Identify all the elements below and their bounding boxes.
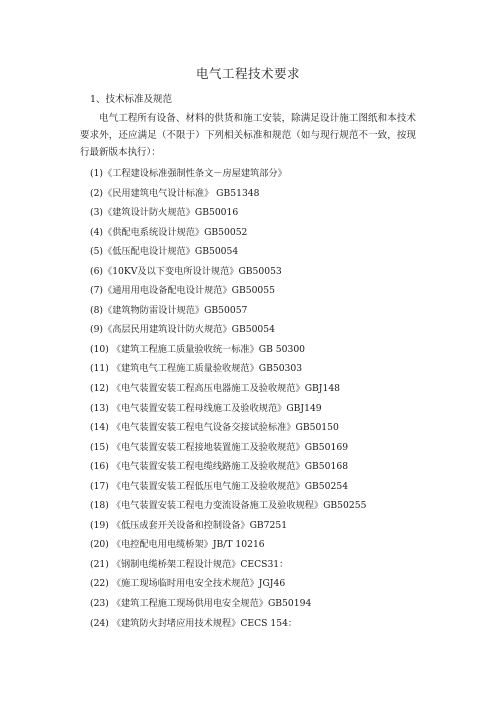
standard-item: (6)《10KV及以下变电所设计规范》GB50053 — [90, 265, 282, 277]
document-body — [80, 90, 416, 633]
standard-item: (11) 《建筑电气工程施工质量验收规范》GB50303 — [90, 363, 303, 375]
standard-item: (17) 《电气装置安装工程低压电气施工及验收规范》GB50254 — [90, 480, 349, 492]
standard-item: (24) 《建筑防火封堵应用技术规程》CECS 154： — [90, 617, 298, 629]
standard-item: (2)《民用建筑电气设计标准》 GB51348 — [90, 187, 260, 199]
standard-item: (10) 《建筑工程施工质量验收统一标准》GB 50300 — [90, 343, 306, 355]
intro-paragraph: 电气工程所有设备、材料的供货和施工安装，除满足设计施工图纸和本技术要求外，还应满足（不限于）下列相关标准和规范（如与现行规范不一致，按现行最新版本执行）： — [80, 113, 416, 158]
standard-item: (16) 《电气装置安装工程电缆线路施工及验收规范》GB50168 — [90, 461, 349, 473]
standard-item: (23) 《建筑工程施工现场供用电安全规范》GB50194 — [90, 598, 312, 610]
standard-item: (22) 《施工现场临时用电安全技术规范》JGJ46 — [90, 578, 286, 590]
standard-item: (13) 《电气装置安装工程母线施工及验收规范》GBJ149 — [90, 402, 322, 414]
standards-list — [90, 164, 416, 633]
standard-item: (5)《低压配电设计规范》GB50054 — [90, 246, 239, 258]
standard-item: (7)《通用用电设备配电设计规范》GB50055 — [90, 285, 275, 297]
standard-item: (3)《建筑设计防火规范》GB50016 — [90, 207, 239, 219]
standard-item: (20) 《电控配电用电缆桥架》JB/T 10216 — [90, 539, 265, 551]
standard-item: (21) 《钢制电缆桥架工程设计规范》CECS31： — [90, 558, 289, 570]
standard-item: (14) 《电气装置安装工程电气设备交接试验标准》GB50150 — [90, 422, 339, 434]
standard-item: (19) 《低压成套开关设备和控制设备》GB7251 — [90, 519, 288, 531]
standard-item: (8)《建筑物防雷设计规范》GB50057 — [90, 304, 248, 316]
standard-item: (15) 《电气装置安装工程接地装置施工及验收规范》GB50169 — [90, 441, 349, 453]
document-title: 电气工程技术要求 — [195, 66, 300, 81]
standard-item: (12) 《电气装置安装工程高压电器施工及验收规范》GBJ148 — [90, 383, 341, 395]
section-heading: 1、技术标准及规范 — [90, 94, 173, 105]
standard-item: (9)《高层民用建筑设计防火规范》GB50054 — [90, 324, 275, 336]
standard-item: (1)《工程建设标准强制性条文－房屋建筑部分》 — [90, 168, 287, 179]
standard-item: (18) 《电气装置安装工程电力变流设备施工及验收规程》GB50255 — [90, 500, 367, 512]
standard-item: (4)《供配电系统设计规范》GB50052 — [90, 226, 248, 238]
